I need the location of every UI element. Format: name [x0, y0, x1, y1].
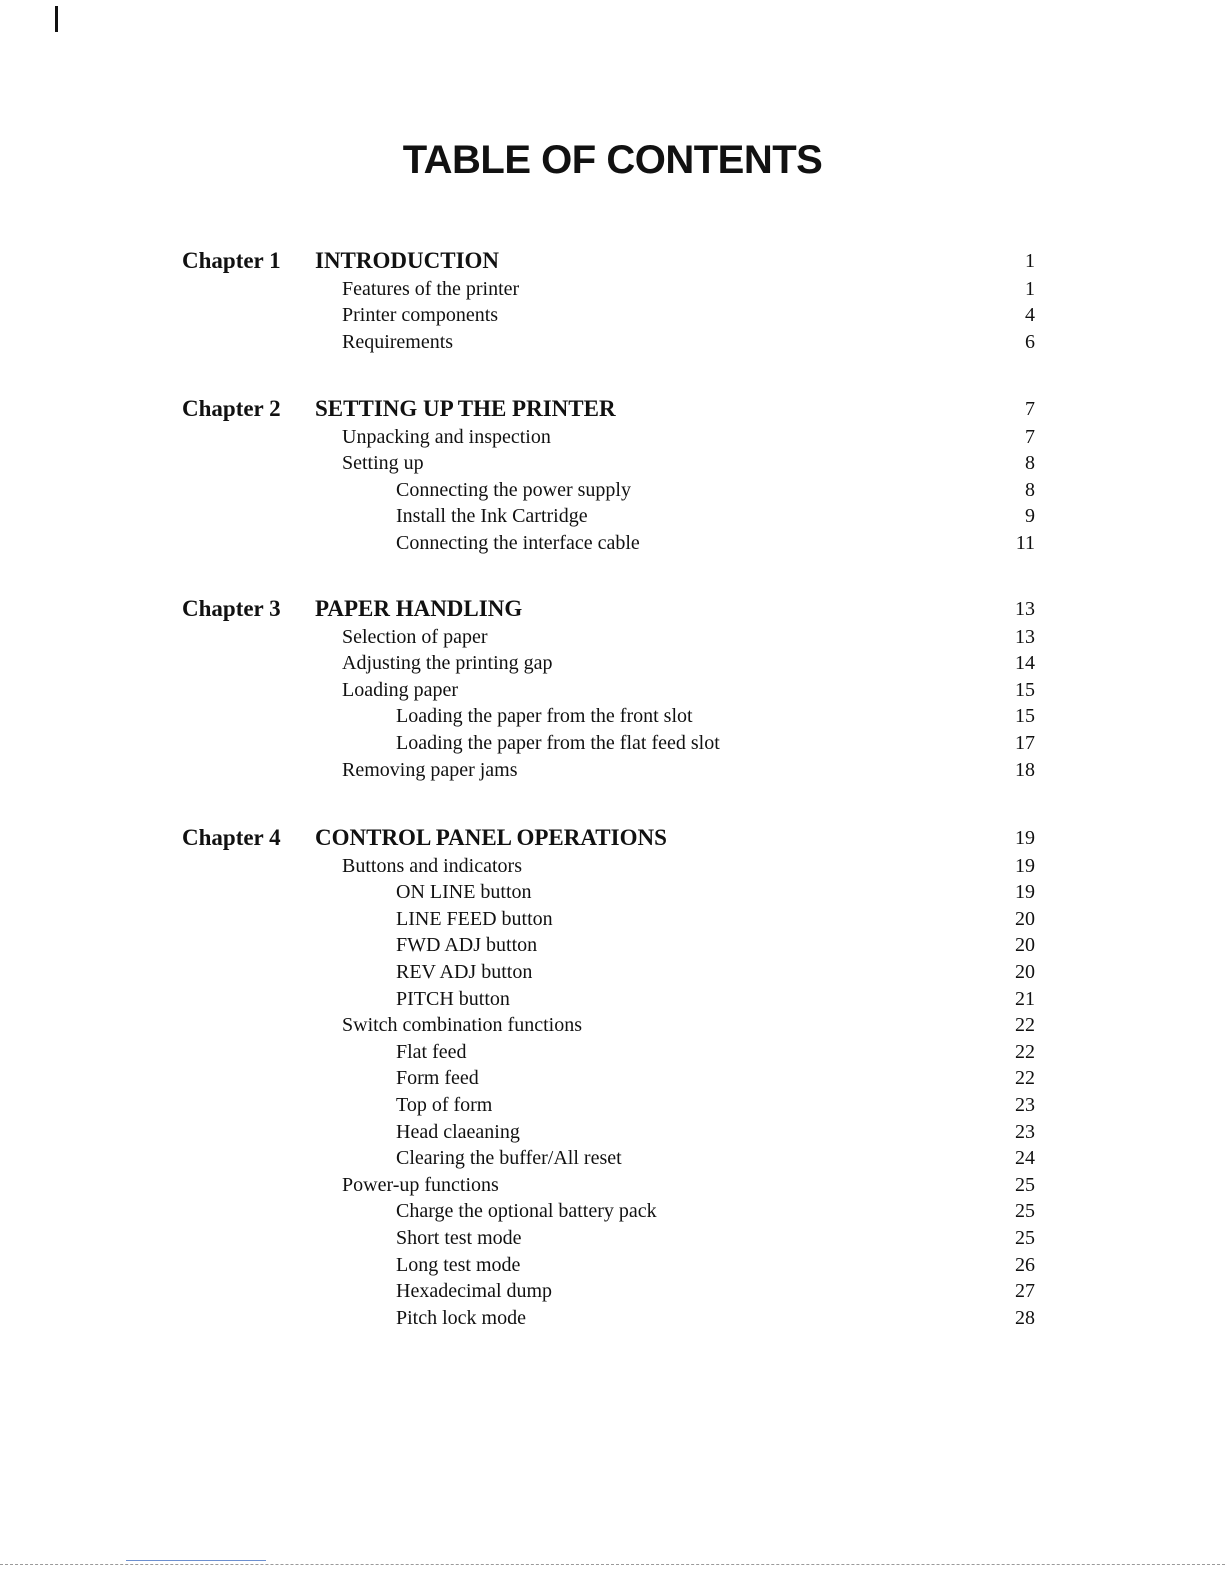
- toc-entry: [0, 1252, 1225, 1278]
- toc-section-title: Setting up: [342, 452, 424, 475]
- chapter-label: Chapter 2: [182, 396, 281, 421]
- toc-section-title: Selection of paper: [342, 625, 488, 648]
- toc-entry: [0, 530, 1225, 556]
- toc-page-number: 9: [1025, 505, 1035, 528]
- toc-page-number: 13: [1015, 625, 1035, 648]
- toc-subsection-title: Short test mode: [396, 1227, 522, 1249]
- toc-entry: [0, 424, 1225, 450]
- chapter-heading: [0, 596, 1225, 622]
- toc-subsection-title: LINE FEED button: [396, 907, 553, 930]
- toc-subsection-title: Install the Ink Cartridge: [396, 505, 588, 528]
- toc-page-number: 26: [1015, 1253, 1035, 1276]
- toc-page-number: 8: [1025, 452, 1035, 475]
- toc-entry: [0, 730, 1225, 756]
- toc-entry: [0, 1012, 1225, 1038]
- toc-subsection-title: Loading the paper from the front slot: [396, 705, 693, 728]
- toc-page-number: 25: [1015, 1173, 1035, 1196]
- chapter-page-number: 1: [1025, 250, 1035, 272]
- toc-section-title: Printer components: [342, 304, 499, 327]
- toc-page-number: 11: [1015, 532, 1035, 554]
- toc-page-number: 21: [1015, 987, 1035, 1010]
- chapter-page-number: 7: [1025, 398, 1035, 420]
- toc-page-number: 25: [1015, 1200, 1035, 1223]
- toc-entry: [0, 1092, 1225, 1118]
- toc-subsection-title: Head claeaning: [396, 1120, 520, 1143]
- toc-page-number: 22: [1015, 1067, 1035, 1090]
- toc-page-number: 15: [1015, 705, 1035, 728]
- chapter-label: Chapter 4: [182, 825, 281, 850]
- toc-subsection-title: REV ADJ button: [396, 961, 533, 983]
- toc-page-number: 25: [1015, 1227, 1035, 1249]
- toc-entry: [0, 1198, 1225, 1224]
- toc-entry: [0, 879, 1225, 905]
- toc-entry: [0, 503, 1225, 529]
- toc-page-number: 22: [1015, 1014, 1035, 1037]
- toc-page-number: 17: [1015, 732, 1035, 754]
- toc-entry: [0, 329, 1225, 355]
- toc-subsection-title: ON LINE button: [396, 881, 532, 904]
- toc-page-number: 8: [1025, 478, 1035, 501]
- toc-entry: [0, 450, 1225, 476]
- toc-page-number: 23: [1015, 1120, 1035, 1143]
- toc-subsection-title: Connecting the interface cable: [396, 532, 640, 554]
- toc-subsection-title: PITCH button: [396, 987, 510, 1010]
- toc-entry: [0, 1278, 1225, 1304]
- toc-entry: [0, 703, 1225, 729]
- toc-entry: [0, 624, 1225, 650]
- toc-entry: [0, 959, 1225, 985]
- toc-section-title: Power-up functions: [342, 1173, 499, 1196]
- toc-entry: [0, 276, 1225, 302]
- toc-section-title: Removing paper jams: [342, 758, 518, 781]
- toc-subsection-title: Loading the paper from the flat feed slot: [396, 732, 720, 754]
- toc-entry: [0, 932, 1225, 958]
- toc-section-title: Requirements: [342, 330, 454, 353]
- chapter-title: INTRODUCTION: [315, 248, 500, 273]
- toc-page-number: 20: [1015, 907, 1035, 930]
- toc-entry: [0, 477, 1225, 503]
- toc-page-number: 22: [1015, 1040, 1035, 1063]
- toc-section-title: Unpacking and inspection: [342, 425, 551, 448]
- toc-subsection-title: FWD ADJ button: [396, 934, 538, 957]
- toc-subsection-title: Pitch lock mode: [396, 1306, 526, 1329]
- toc-section-title: Features of the printer: [342, 277, 520, 300]
- toc-entry: [0, 1305, 1225, 1331]
- chapter-title: PAPER HANDLING: [315, 596, 523, 621]
- toc-page-number: 1: [1025, 277, 1035, 300]
- toc-entry: [0, 1225, 1225, 1251]
- toc-page-number: 4: [1025, 304, 1035, 327]
- scan-bottom-mark: [126, 1560, 266, 1561]
- chapter-label: Chapter 1: [182, 248, 281, 273]
- toc-page-number: 20: [1015, 934, 1035, 957]
- chapter-heading: [0, 396, 1225, 422]
- page-title: TABLE OF CONTENTS: [402, 138, 823, 182]
- toc-page-number: 27: [1015, 1280, 1035, 1303]
- toc-page-number: 6: [1025, 330, 1035, 353]
- toc-subsection-title: Clearing the buffer/All reset: [396, 1147, 622, 1170]
- toc-page-number: 23: [1015, 1094, 1035, 1116]
- toc-page-number: 18: [1015, 758, 1035, 781]
- toc-page-number: 24: [1015, 1147, 1035, 1170]
- toc-subsection-title: Top of form: [396, 1094, 493, 1116]
- toc-subsection-title: Hexadecimal dump: [396, 1280, 553, 1303]
- toc-page-number: 15: [1015, 678, 1035, 701]
- toc-entry: [0, 1172, 1225, 1198]
- toc-entry: [0, 1119, 1225, 1145]
- chapter-page-number: 13: [1015, 598, 1035, 620]
- toc-entry: [0, 1145, 1225, 1171]
- toc-page-number: 28: [1015, 1306, 1035, 1329]
- scan-bottom-edge: [0, 1564, 1225, 1565]
- toc-page-number: 20: [1015, 961, 1035, 983]
- toc-subsection-title: Charge the optional battery pack: [396, 1200, 657, 1223]
- toc-page-number: 19: [1015, 881, 1035, 904]
- chapter-label: Chapter 3: [182, 596, 281, 621]
- toc-entry: [0, 1039, 1225, 1065]
- toc-subsection-title: Form feed: [396, 1067, 479, 1090]
- toc-page-number: 14: [1015, 652, 1035, 675]
- toc-entry: [0, 986, 1225, 1012]
- chapter-heading: [0, 248, 1225, 274]
- toc-entry: [0, 757, 1225, 783]
- chapter-page-number: 19: [1015, 827, 1035, 849]
- toc-subsection-title: Connecting the power supply: [396, 478, 631, 501]
- toc-page-number: 7: [1025, 425, 1035, 448]
- toc-entry: [0, 1065, 1225, 1091]
- toc-entry: [0, 906, 1225, 932]
- chapter-heading: [0, 825, 1225, 851]
- toc-section-title: Buttons and indicators: [342, 854, 522, 877]
- chapter-title: SETTING UP THE PRINTER: [315, 396, 616, 421]
- toc-entry: [0, 853, 1225, 879]
- chapter-title: CONTROL PANEL OPERATIONS: [315, 825, 667, 850]
- toc-page-number: 19: [1015, 854, 1035, 877]
- toc-entry: [0, 302, 1225, 328]
- toc-section-title: Adjusting the printing gap: [342, 652, 553, 675]
- toc-subsection-title: Flat feed: [396, 1040, 467, 1063]
- toc-entry: [0, 650, 1225, 676]
- toc-entry: [0, 677, 1225, 703]
- toc-section-title: Switch combination functions: [342, 1014, 582, 1037]
- toc-subsection-title: Long test mode: [396, 1253, 521, 1276]
- toc-section-title: Loading paper: [342, 678, 459, 701]
